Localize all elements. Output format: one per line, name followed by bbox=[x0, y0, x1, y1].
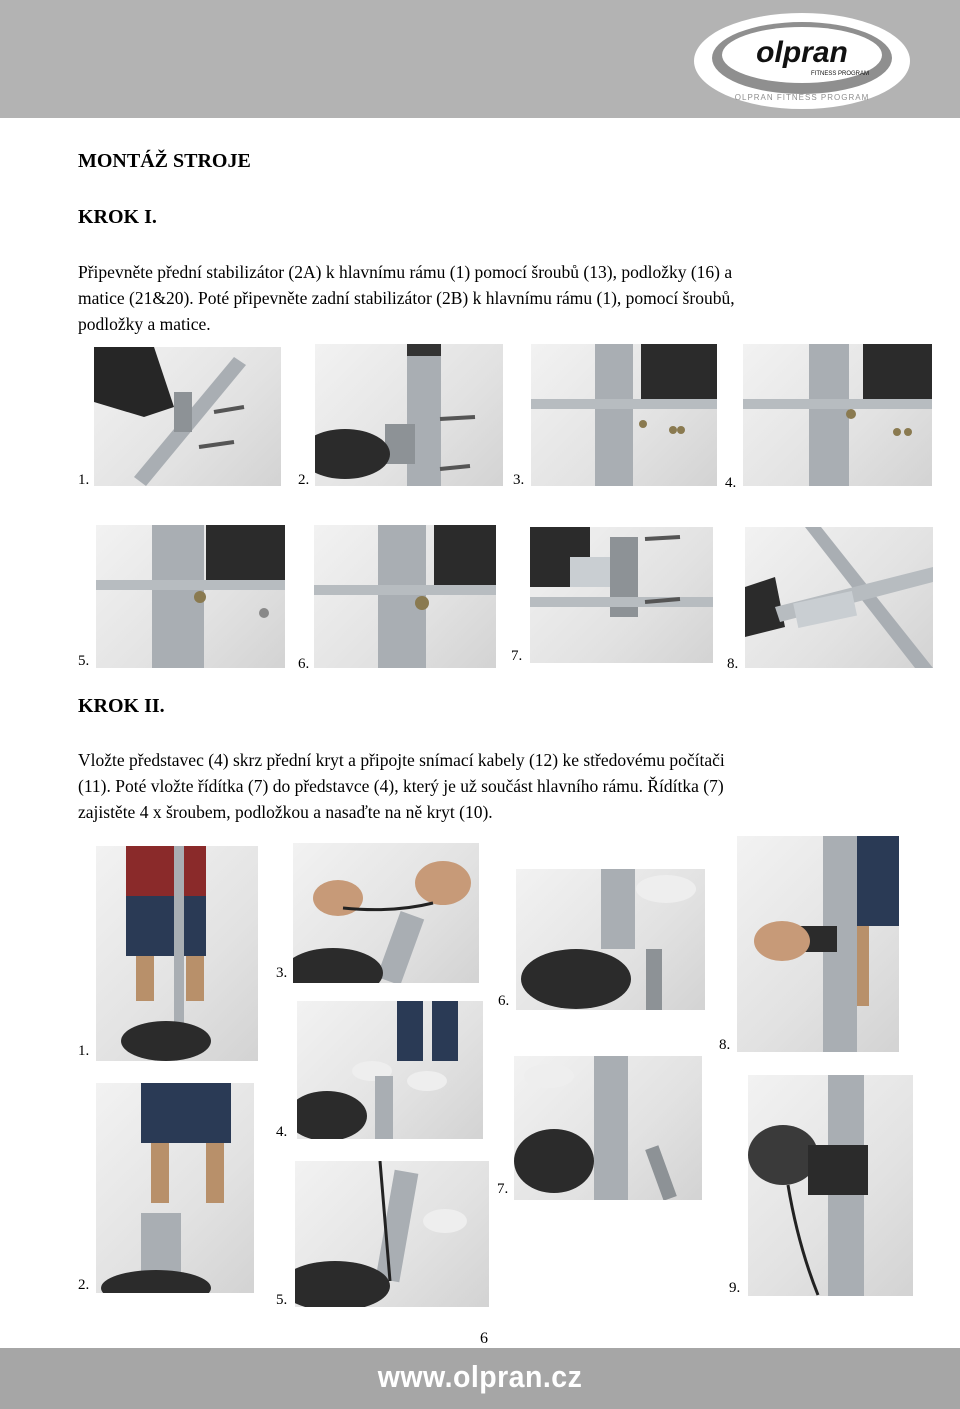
step2-photo-8 bbox=[737, 836, 899, 1052]
step2-photo-label: 9. bbox=[729, 1280, 741, 1296]
step1-photo-1 bbox=[94, 347, 281, 486]
logo-sub: FITNESS PROGRAM bbox=[810, 71, 870, 77]
olpran-logo bbox=[690, 8, 915, 114]
page-header bbox=[0, 0, 960, 118]
step1-photo-4 bbox=[743, 344, 932, 486]
step2-photo-1 bbox=[96, 846, 258, 1061]
page-title: MONTÁŽ STROJE bbox=[78, 150, 251, 172]
step2-photo-9 bbox=[748, 1075, 913, 1296]
step2-photo-5 bbox=[295, 1161, 489, 1307]
step2-photo-label: 4. bbox=[276, 1124, 288, 1140]
step1-line: Připevněte přední stabilizátor (2A) k hlavnímu rámu (1) pomocí šroubů (13), podložky (16) a bbox=[78, 262, 733, 282]
step1-photo-5 bbox=[96, 525, 285, 668]
step1-photo-7 bbox=[530, 527, 713, 663]
step2-line: zajistěte 4 x šroubem, podložkou a nasaďte na ně kryt (10). bbox=[78, 802, 493, 822]
step1-photo-8 bbox=[745, 527, 933, 668]
logo-ring-text: OLPRAN FITNESS PROGRAM bbox=[734, 93, 870, 102]
step1-photo-label: 7. bbox=[511, 648, 523, 664]
step1-photo-label: 2. bbox=[298, 472, 310, 488]
step2-photo-label: 8. bbox=[719, 1037, 731, 1053]
step2-photo-label: 1. bbox=[78, 1043, 90, 1059]
step2-photo-label: 7. bbox=[497, 1181, 509, 1197]
step2-line: (11). Poté vložte řídítka (7) do představce (4), který je už součást hlavního rámu. Řídítka (7) bbox=[78, 776, 724, 796]
page-number: 6 bbox=[480, 1330, 488, 1347]
step2-photo-label: 2. bbox=[78, 1277, 90, 1293]
step2-photo-label: 5. bbox=[276, 1292, 288, 1308]
step1-photo-2 bbox=[315, 344, 503, 486]
step1-heading: KROK I. bbox=[78, 206, 157, 228]
step1-photo-3 bbox=[531, 344, 717, 486]
step2-photo-label: 3. bbox=[276, 965, 288, 981]
step2-line: Vložte představec (4) skrz přední kryt a připojte snímací kabely (12) ke středovému počítači bbox=[78, 750, 725, 770]
step2-photo-label: 6. bbox=[498, 993, 510, 1009]
step1-line: podložky a matice. bbox=[78, 314, 211, 334]
step1-photo-label: 3. bbox=[513, 472, 525, 488]
step1-photo-label: 8. bbox=[727, 656, 739, 672]
step2-paragraph bbox=[78, 747, 908, 825]
step1-photo-label: 6. bbox=[298, 656, 310, 672]
step2-photo-2 bbox=[96, 1083, 254, 1293]
step1-photo-6 bbox=[314, 525, 496, 668]
step2-photo-4 bbox=[297, 1001, 483, 1139]
step1-photo-label: 5. bbox=[78, 653, 90, 669]
step1-photo-label: 4. bbox=[725, 475, 737, 491]
step1-photo-label: 1. bbox=[78, 472, 90, 488]
step2-photo-6 bbox=[516, 869, 705, 1010]
step2-photo-7 bbox=[514, 1056, 702, 1200]
step1-paragraph bbox=[78, 259, 908, 337]
logo-brand: olpran bbox=[756, 36, 848, 69]
step1-line: matice (21&20). Poté připevněte zadní stabilizátor (2B) k hlavnímu rámu (1), pomocí šroubů, bbox=[78, 288, 735, 308]
step2-photo-3 bbox=[293, 843, 479, 983]
footer-url: www.olpran.cz bbox=[377, 1359, 583, 1394]
page-footer bbox=[0, 1348, 960, 1409]
step2-heading: KROK II. bbox=[78, 695, 165, 717]
